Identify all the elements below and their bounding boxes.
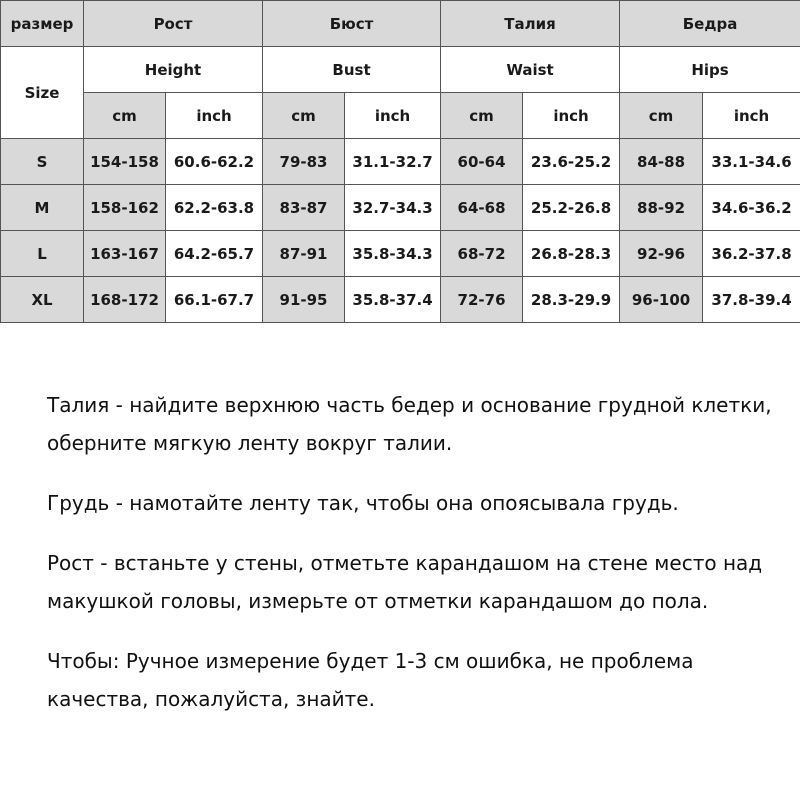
header-height-ru: Рост	[84, 1, 263, 47]
unit-bust-inch: inch	[345, 93, 441, 139]
hips-inch-cell: 34.6-36.2	[703, 185, 800, 231]
table-row	[1, 185, 800, 231]
unit-hips-inch: inch	[703, 93, 800, 139]
header-height-en: Height	[84, 47, 263, 93]
waist-inch-cell: 25.2-26.8	[523, 185, 620, 231]
header-hips-en: Hips	[620, 47, 800, 93]
hips-inch-cell: 37.8-39.4	[703, 277, 800, 323]
table-row	[1, 277, 800, 323]
header-size-en: Size	[1, 47, 84, 139]
height-cm-cell: 163-167	[84, 231, 166, 277]
note-height: Рост - встаньте у стены, отметьте карандашом на стене место над макушкой головы, измерьте от отметки карандашом до пола.	[47, 551, 763, 613]
hips-cm-cell: 92-96	[620, 231, 703, 277]
bust-inch-cell: 35.8-34.3	[345, 231, 441, 277]
measurement-notes	[47, 386, 777, 740]
header-bust-en: Bust	[263, 47, 441, 93]
table-row	[1, 139, 800, 185]
height-inch-cell: 60.6-62.2	[166, 139, 263, 185]
bust-cm-cell: 91-95	[263, 277, 345, 323]
unit-hips-cm: cm	[620, 93, 703, 139]
size-chart-table	[0, 0, 800, 323]
height-cm-cell: 168-172	[84, 277, 166, 323]
waist-cm-cell: 60-64	[441, 139, 523, 185]
unit-waist-cm: cm	[441, 93, 523, 139]
bust-cm-cell: 79-83	[263, 139, 345, 185]
unit-height-inch: inch	[166, 93, 263, 139]
header-size-ru: размер	[1, 1, 84, 47]
note-disclaimer: Чтобы: Ручное измерение будет 1-3 см ошибка, не проблема качества, пожалуйста, знайте.	[47, 649, 694, 711]
note-bust: Грудь - намотайте ленту так, чтобы она опоясывала грудь.	[47, 491, 679, 515]
height-inch-cell: 62.2-63.8	[166, 185, 263, 231]
waist-inch-cell: 23.6-25.2	[523, 139, 620, 185]
height-inch-cell: 66.1-67.7	[166, 277, 263, 323]
hips-inch-cell: 33.1-34.6	[703, 139, 800, 185]
waist-inch-cell: 26.8-28.3	[523, 231, 620, 277]
size-cell: M	[1, 185, 84, 231]
waist-cm-cell: 64-68	[441, 185, 523, 231]
bust-cm-cell: 87-91	[263, 231, 345, 277]
hips-cm-cell: 96-100	[620, 277, 703, 323]
bust-inch-cell: 35.8-37.4	[345, 277, 441, 323]
unit-bust-cm: cm	[263, 93, 345, 139]
waist-cm-cell: 72-76	[441, 277, 523, 323]
table-row	[1, 231, 800, 277]
height-cm-cell: 154-158	[84, 139, 166, 185]
bust-cm-cell: 83-87	[263, 185, 345, 231]
header-hips-ru: Бедра	[620, 1, 800, 47]
note-waist: Талия - найдите верхнюю часть бедер и основание грудной клетки, оберните мягкую ленту вокруг талии.	[47, 393, 772, 455]
header-row-en	[1, 47, 800, 93]
header-waist-en: Waist	[441, 47, 620, 93]
size-cell: XL	[1, 277, 84, 323]
hips-inch-cell: 36.2-37.8	[703, 231, 800, 277]
height-inch-cell: 64.2-65.7	[166, 231, 263, 277]
header-waist-ru: Талия	[441, 1, 620, 47]
unit-height-cm: cm	[84, 93, 166, 139]
waist-cm-cell: 68-72	[441, 231, 523, 277]
hips-cm-cell: 84-88	[620, 139, 703, 185]
hips-cm-cell: 88-92	[620, 185, 703, 231]
size-cell: L	[1, 231, 84, 277]
unit-waist-inch: inch	[523, 93, 620, 139]
units-row	[1, 93, 800, 139]
header-bust-ru: Бюст	[263, 1, 441, 47]
height-cm-cell: 158-162	[84, 185, 166, 231]
bust-inch-cell: 32.7-34.3	[345, 185, 441, 231]
header-row-ru	[1, 1, 800, 47]
bust-inch-cell: 31.1-32.7	[345, 139, 441, 185]
waist-inch-cell: 28.3-29.9	[523, 277, 620, 323]
size-cell: S	[1, 139, 84, 185]
